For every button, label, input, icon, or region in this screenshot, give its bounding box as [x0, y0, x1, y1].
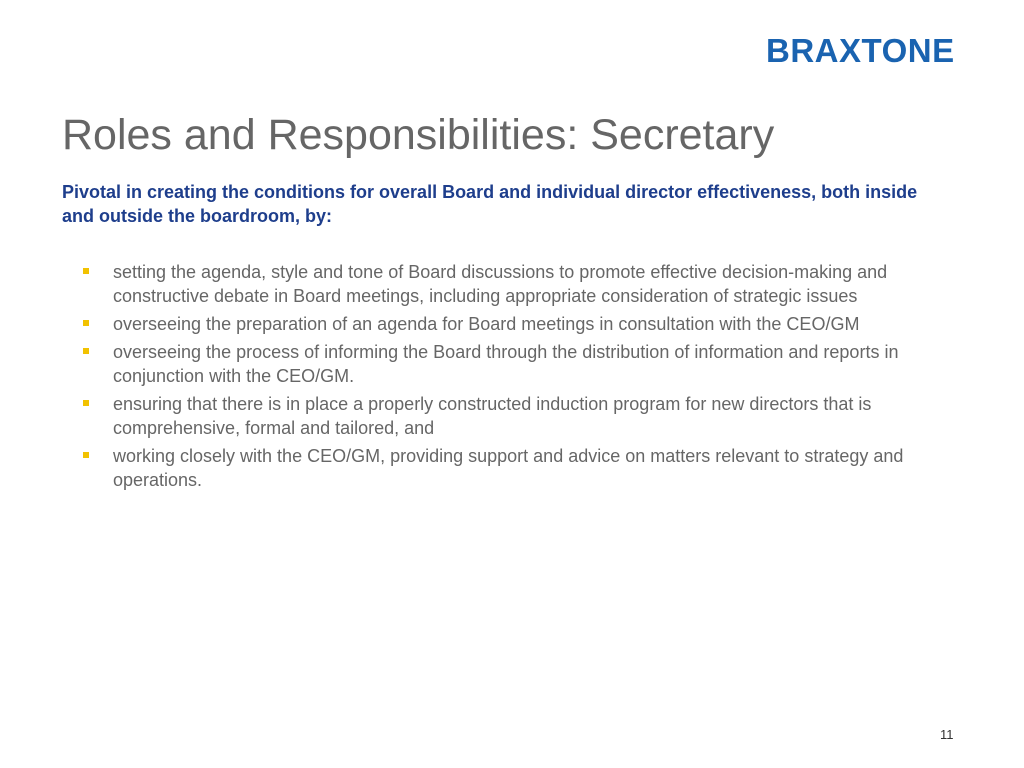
intro-text: Pivotal in creating the conditions for overall Board and individual director effectiveness, both inside and outside the boardroom, by:: [62, 182, 918, 226]
list-item: [80, 340, 910, 388]
page-number: 11: [940, 727, 954, 742]
list-item: [80, 392, 910, 440]
list-item-text: working closely with the CEO/GM, providing support and advice on matters relevant to strategy and operations.: [113, 446, 904, 490]
square-bullet-icon: [83, 400, 89, 406]
list-item-text: overseeing the preparation of an agenda for Board meetings in consultation with the CEO/GM: [113, 314, 860, 334]
braxtone-logo: BRAXTONE: [766, 32, 955, 69]
list-item-text: overseeing the process of informing the Board through the distribution of information and reports in conjunction with the CEO/GM.: [113, 342, 899, 386]
slide-title: Roles and Responsibilities: Secretary: [62, 111, 775, 159]
list-item: [80, 260, 910, 308]
list-item-text: ensuring that there is in place a properly constructed induction program for new directors that is comprehensive, formal and tailored, and: [113, 394, 872, 438]
square-bullet-icon: [83, 348, 89, 354]
list-item: [80, 444, 910, 492]
responsibilities-list: [80, 260, 910, 496]
square-bullet-icon: [83, 320, 89, 326]
square-bullet-icon: [83, 452, 89, 458]
square-bullet-icon: [83, 268, 89, 274]
list-item-text: setting the agenda, style and tone of Board discussions to promote effective decision-making and constructive debate in Board meetings, including appropriate consideration of strategic issues: [113, 262, 888, 306]
list-item: [80, 312, 910, 336]
